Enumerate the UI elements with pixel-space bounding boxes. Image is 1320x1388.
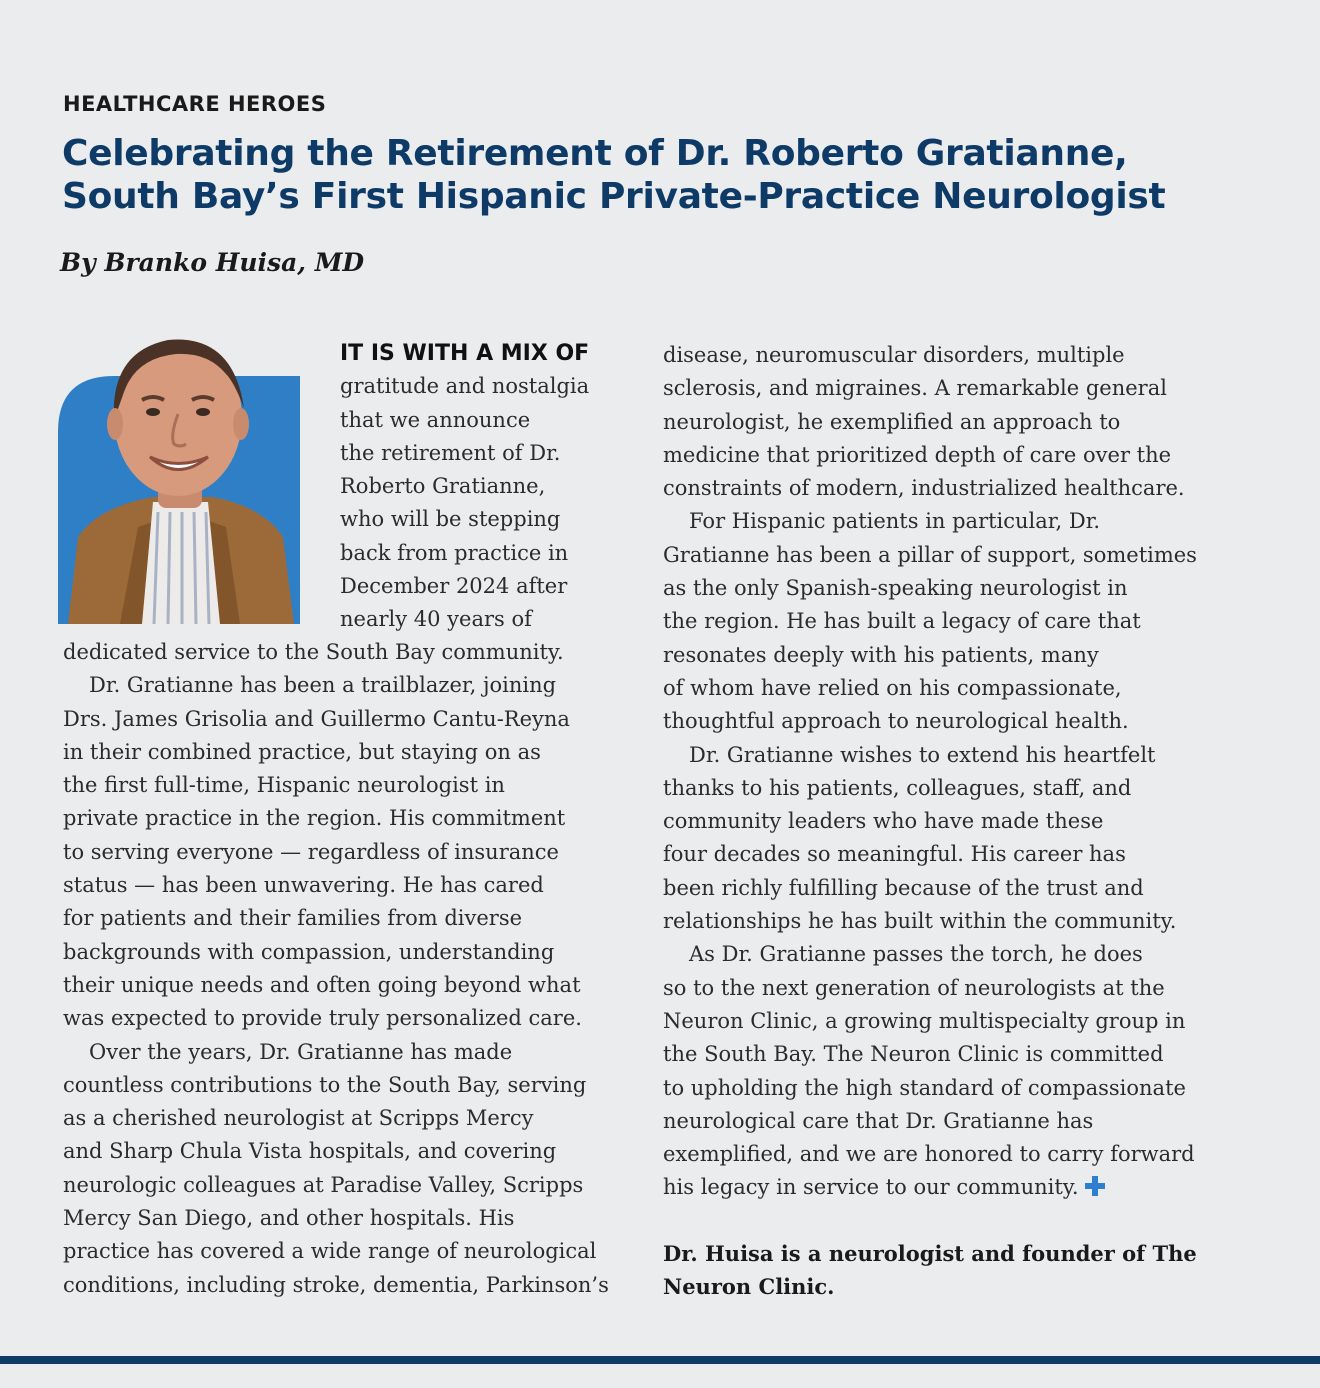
- body-line: private practice in the region. His commitment: [63, 806, 566, 831]
- lead-line: the retirement of Dr.: [340, 440, 561, 465]
- body-line: community leaders who have made these: [663, 809, 1104, 834]
- body-line: the region. He has built a legacy of care that: [663, 609, 1141, 634]
- body-line: practice has covered a wide range of neurological: [63, 1239, 597, 1264]
- author-bio: [663, 1237, 1223, 1304]
- lead-line: nearly 40 years of: [340, 607, 532, 632]
- byline: By Branko Huisa, MD: [60, 248, 365, 277]
- footer-rule: [0, 1356, 1320, 1364]
- body-line: As Dr. Gratianne passes the torch, he does: [689, 942, 1143, 967]
- body-line: Drs. James Grisolia and Guillermo Cantu-Reyna: [63, 706, 570, 731]
- body-line: Neuron Clinic, a growing multispecialty group in: [663, 1008, 1186, 1033]
- body-line: status — has been unwavering. He has cared: [63, 873, 544, 898]
- body-line: Dr. Gratianne wishes to extend his heartfelt: [689, 742, 1156, 767]
- lead-line: that we announce: [340, 407, 531, 432]
- body-line: sclerosis, and migraines. A remarkable general: [663, 376, 1167, 401]
- body-line: Over the years, Dr. Gratianne has made: [89, 1039, 513, 1064]
- lead-line: who will be stepping: [340, 507, 561, 532]
- article-headline: [62, 132, 1262, 218]
- lead-line: December 2024 after: [340, 574, 568, 599]
- lead-line: Roberto Gratianne,: [340, 474, 546, 499]
- body-line: as a cherished neurologist at Scripps Mercy: [63, 1106, 534, 1131]
- lead-in-caps: IT IS WITH A MIX OF: [340, 341, 590, 366]
- body-line: disease, neuromuscular disorders, multiple: [663, 343, 1125, 367]
- body-line: neurological care that Dr. Gratianne has: [663, 1108, 1094, 1133]
- body-line: thoughtful approach to neurological health.: [663, 709, 1129, 734]
- lead-paragraph: [340, 337, 615, 637]
- bio-line-1: Dr. Huisa is a neurologist and founder of The: [663, 1241, 1197, 1266]
- body-line: four decades so meaningful. His career has: [663, 842, 1126, 867]
- headline-line-1: Celebrating the Retirement of Dr. Roberto Gratianne,: [62, 133, 1128, 174]
- body-line: medicine that prioritized depth of care over the: [663, 442, 1172, 467]
- section-label: HEALTHCARE HEROES: [63, 92, 327, 116]
- body-line: relationships he has built within the community.: [663, 909, 1177, 934]
- body-line: and Sharp Chula Vista hospitals, and covering: [63, 1139, 557, 1164]
- body-line: the first full-time, Hispanic neurologist in: [63, 773, 505, 798]
- body-line: Mercy San Diego, and other hospitals. His: [63, 1206, 515, 1231]
- body-line: as the only Spanish-speaking neurologist in: [663, 576, 1128, 601]
- body-line: resonates deeply with his patients, many: [663, 642, 1099, 667]
- body-line: conditions, including stroke, dementia, Parkinson’s: [63, 1272, 609, 1297]
- lead-line: gratitude and nostalgia: [340, 374, 590, 399]
- body-line: for patients and their families from diverse: [63, 906, 523, 931]
- column-left: [63, 636, 618, 1302]
- body-line: been richly fulfilling because of the trust and: [663, 875, 1144, 900]
- bio-line-2: Neuron Clinic.: [663, 1274, 835, 1300]
- body-line: countless contributions to the South Bay, serving: [63, 1072, 587, 1097]
- body-line: neurologist, he exemplified an approach to: [663, 409, 1121, 434]
- body-line: Dr. Gratianne has been a trailblazer, joining: [89, 673, 557, 698]
- body-line: their unique needs and often going beyond what: [63, 972, 581, 997]
- body-line: of whom have relied on his compassionate,: [663, 675, 1122, 700]
- author-portrait-photo: [58, 312, 302, 624]
- body-line-text: his legacy in service to our community.: [663, 1175, 1079, 1200]
- lead-line: back from practice in: [340, 540, 569, 565]
- body-line: For Hispanic patients in particular, Dr.: [689, 509, 1101, 534]
- column-right: [663, 339, 1223, 1205]
- body-line: exemplified, and we are honored to carry forward: [663, 1142, 1195, 1167]
- body-line: dedicated service to the South Bay community.: [63, 640, 564, 664]
- body-line: constraints of modern, industrialized healthcare.: [663, 476, 1185, 501]
- portrait-illustration: [58, 312, 302, 624]
- body-line: thanks to his patients, colleagues, staff, and: [663, 775, 1132, 800]
- body-line: so to the next generation of neurologists at the: [663, 975, 1165, 1000]
- body-line: Gratianne has been a pillar of support, sometimes: [663, 542, 1197, 567]
- end-mark-cross-icon: [1085, 1176, 1105, 1196]
- body-line: backgrounds with compassion, understanding: [63, 939, 555, 964]
- body-line: neurologic colleagues at Paradise Valley, Scripps: [63, 1172, 584, 1197]
- body-line: to serving everyone — regardless of insurance: [63, 839, 559, 864]
- headline-line-2: South Bay’s First Hispanic Private-Practice Neurologist: [62, 176, 1166, 217]
- body-line: the South Bay. The Neuron Clinic is committed: [663, 1042, 1164, 1067]
- body-line: was expected to provide truly personalized care.: [63, 1006, 582, 1031]
- body-line: in their combined practice, but staying on as: [63, 739, 541, 764]
- body-line-last: [663, 1171, 1223, 1204]
- body-line: to upholding the high standard of compassionate: [663, 1075, 1186, 1100]
